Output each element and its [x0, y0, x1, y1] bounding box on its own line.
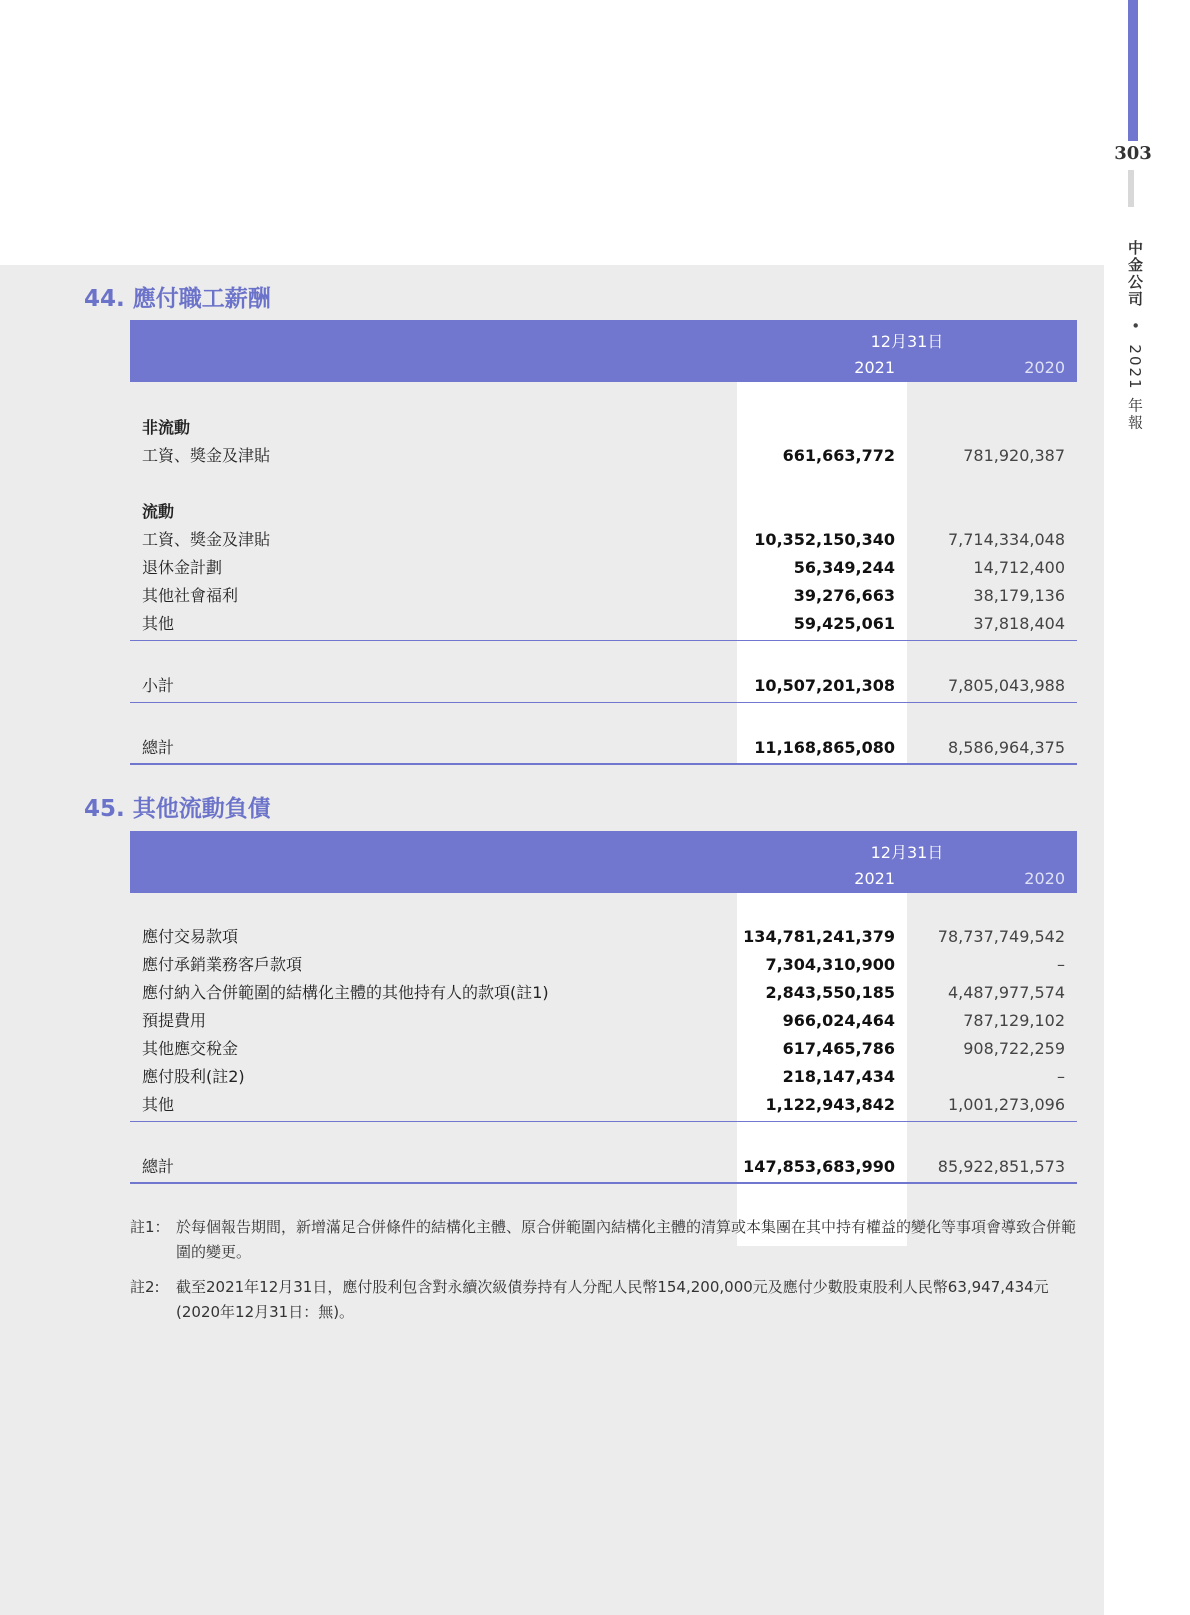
company-name: 中金公司	[1126, 240, 1144, 308]
notes	[130, 1215, 1077, 1335]
value-2021: 218,147,434	[782, 1067, 895, 1086]
note-label: 註1：	[130, 1218, 170, 1236]
value-2020: 781,920,387	[963, 446, 1065, 465]
total-row	[130, 1153, 1077, 1181]
side-gray-bar	[1128, 170, 1134, 207]
side-running-header	[1122, 240, 1146, 431]
value-2021: 56,349,244	[793, 558, 895, 577]
value-2020: –	[1057, 1067, 1065, 1086]
section-44-title	[84, 280, 271, 313]
value-2021: 661,663,772	[782, 446, 895, 465]
header-date: 12月31日	[870, 843, 944, 862]
row-divider	[130, 1121, 1077, 1122]
value-2021: 1,122,943,842	[765, 1095, 895, 1114]
row-label: 其他應交稅金	[142, 1039, 239, 1058]
table-row	[130, 951, 1077, 979]
table-row	[130, 442, 1077, 470]
value-2020: 37,818,404	[973, 614, 1065, 633]
value-2020: 7,714,334,048	[947, 530, 1065, 549]
value-2021: 39,276,663	[793, 586, 895, 605]
row-label: 其他	[142, 614, 175, 633]
value-2021: 7,304,310,900	[765, 955, 895, 974]
side-accent-bar	[1128, 0, 1138, 141]
note-text: 於每個報告期間，新增滿足合併條件的結構化主體、原合併範圍內結構化主體的清算或本集團在其中持有權益的變化等事項會導致合併範圍的變更。	[176, 1218, 1077, 1261]
subtotal-row	[130, 672, 1077, 700]
value-2020: 38,179,136	[973, 586, 1065, 605]
note-2	[130, 1275, 1077, 1325]
header-year-2021: 2021	[854, 358, 895, 377]
value-2020: 78,737,749,542	[937, 927, 1065, 946]
row-label: 小計	[142, 676, 175, 695]
table-header	[130, 831, 1077, 893]
total-row	[130, 734, 1077, 762]
value-2021: 147,853,683,990	[743, 1157, 895, 1176]
value-2021: 10,507,201,308	[754, 676, 895, 695]
total-underline	[130, 763, 1077, 765]
value-2020: –	[1057, 955, 1065, 974]
row-divider	[130, 640, 1077, 641]
row-label: 其他社會福利	[142, 586, 239, 605]
header-year-2021: 2021	[854, 869, 895, 888]
table-row	[130, 1091, 1077, 1119]
value-2020: 8,586,964,375	[947, 738, 1065, 757]
row-label: 應付承銷業務客戶款項	[142, 955, 303, 974]
value-2020: 85,922,851,573	[937, 1157, 1065, 1176]
row-label: 流動	[142, 502, 175, 521]
value-2021: 59,425,061	[793, 614, 895, 633]
row-label: 退休金計劃	[142, 558, 223, 577]
table-row	[130, 1007, 1077, 1035]
other-current-liabilities-table	[130, 831, 1077, 1246]
table-row	[130, 498, 1077, 526]
table-row	[130, 1063, 1077, 1091]
value-2021: 134,781,241,379	[743, 927, 895, 946]
table-body	[130, 893, 1077, 1246]
table-body	[130, 382, 1077, 765]
section-45-heading: 其他流動負債	[132, 796, 271, 822]
row-label: 預提費用	[142, 1011, 207, 1030]
value-2021: 966,024,464	[782, 1011, 895, 1030]
row-label: 總計	[142, 1157, 175, 1176]
row-label: 總計	[142, 738, 175, 757]
header-year-2020: 2020	[1024, 869, 1065, 888]
section-44-heading: 應付職工薪酬	[132, 286, 271, 312]
row-label: 非流動	[142, 418, 191, 437]
header-date: 12月31日	[870, 332, 944, 351]
row-divider	[130, 702, 1077, 703]
row-label: 應付交易款項	[142, 927, 239, 946]
table-row	[130, 610, 1077, 638]
section-45-title	[84, 790, 271, 823]
table-row	[130, 1035, 1077, 1063]
note-1	[130, 1215, 1077, 1265]
row-label: 應付納入合併範圍的結構化主體的其他持有人的款項(註1)	[142, 983, 549, 1002]
table-row	[130, 582, 1077, 610]
report-name: 2021 年報	[1126, 344, 1144, 432]
row-label: 其他	[142, 1095, 175, 1114]
value-2020: 1,001,273,096	[947, 1095, 1065, 1114]
row-label: 應付股利(註2)	[142, 1067, 245, 1086]
table-row	[130, 526, 1077, 554]
table-header	[130, 320, 1077, 382]
value-2020: 7,805,043,988	[947, 676, 1065, 695]
total-underline	[130, 1182, 1077, 1184]
table-row	[130, 554, 1077, 582]
table-row	[130, 979, 1077, 1007]
row-label: 工資、獎金及津貼	[142, 446, 271, 465]
value-2021: 10,352,150,340	[754, 530, 895, 549]
employee-benefits-table	[130, 320, 1077, 765]
note-label: 註2:	[130, 1278, 160, 1296]
value-2020: 4,487,977,574	[947, 983, 1065, 1002]
value-2020: 908,722,259	[963, 1039, 1065, 1058]
note-text: 截至2021年12月31日，應付股利包含對永續次級債券持有人分配人民幣154,200,000元及應付少數股東股利人民幣63,947,434元(2020年12月31日：無)。	[176, 1278, 1049, 1321]
table-row	[130, 414, 1077, 442]
page-number: 303	[1114, 143, 1152, 164]
table-row	[130, 923, 1077, 951]
value-2021: 617,465,786	[782, 1039, 895, 1058]
value-2021: 11,168,865,080	[754, 738, 895, 757]
header-year-2020: 2020	[1024, 358, 1065, 377]
separator-dot: •	[1126, 320, 1144, 332]
section-44-number: 44.	[84, 286, 125, 312]
section-45-number: 45.	[84, 796, 125, 822]
value-2020: 14,712,400	[973, 558, 1065, 577]
row-label: 工資、獎金及津貼	[142, 530, 271, 549]
value-2021: 2,843,550,185	[765, 983, 895, 1002]
value-2020: 787,129,102	[963, 1011, 1065, 1030]
